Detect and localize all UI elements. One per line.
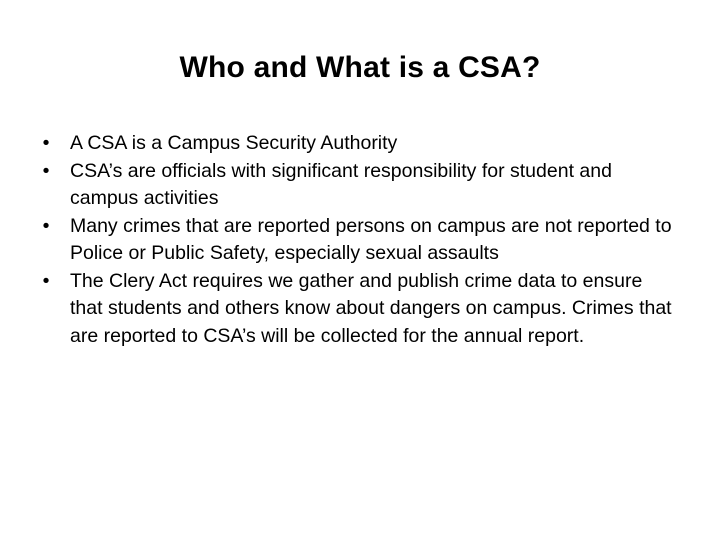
bullet-dot-icon: • [42,132,50,154]
bullet-text: A CSA is a Campus Security Authority [70,132,398,154]
bullet-item [36,213,676,268]
bullet-dot-icon: • [42,214,50,237]
bullet-text: Many crimes that are reported persons on campus are not reported to Police or Public Safety, especially sexual assaults [70,214,672,264]
bullet-item [36,268,676,351]
bullet-dot-icon: • [42,269,50,292]
bullet-item [36,158,676,213]
bullet-dot-icon: • [42,159,50,182]
bullet-item [36,130,676,158]
bullet-text: The Clery Act requires we gather and publish crime data to ensure that students and others know about dangers on campus. Crimes that are reported to CSA’s will be collected for the annual report. [70,269,672,347]
bullet-text: CSA’s are officials with significant responsibility for student and campus activities [70,159,612,209]
slide-title: Who and What is a CSA? [179,51,541,84]
bullet-list [36,130,676,350]
